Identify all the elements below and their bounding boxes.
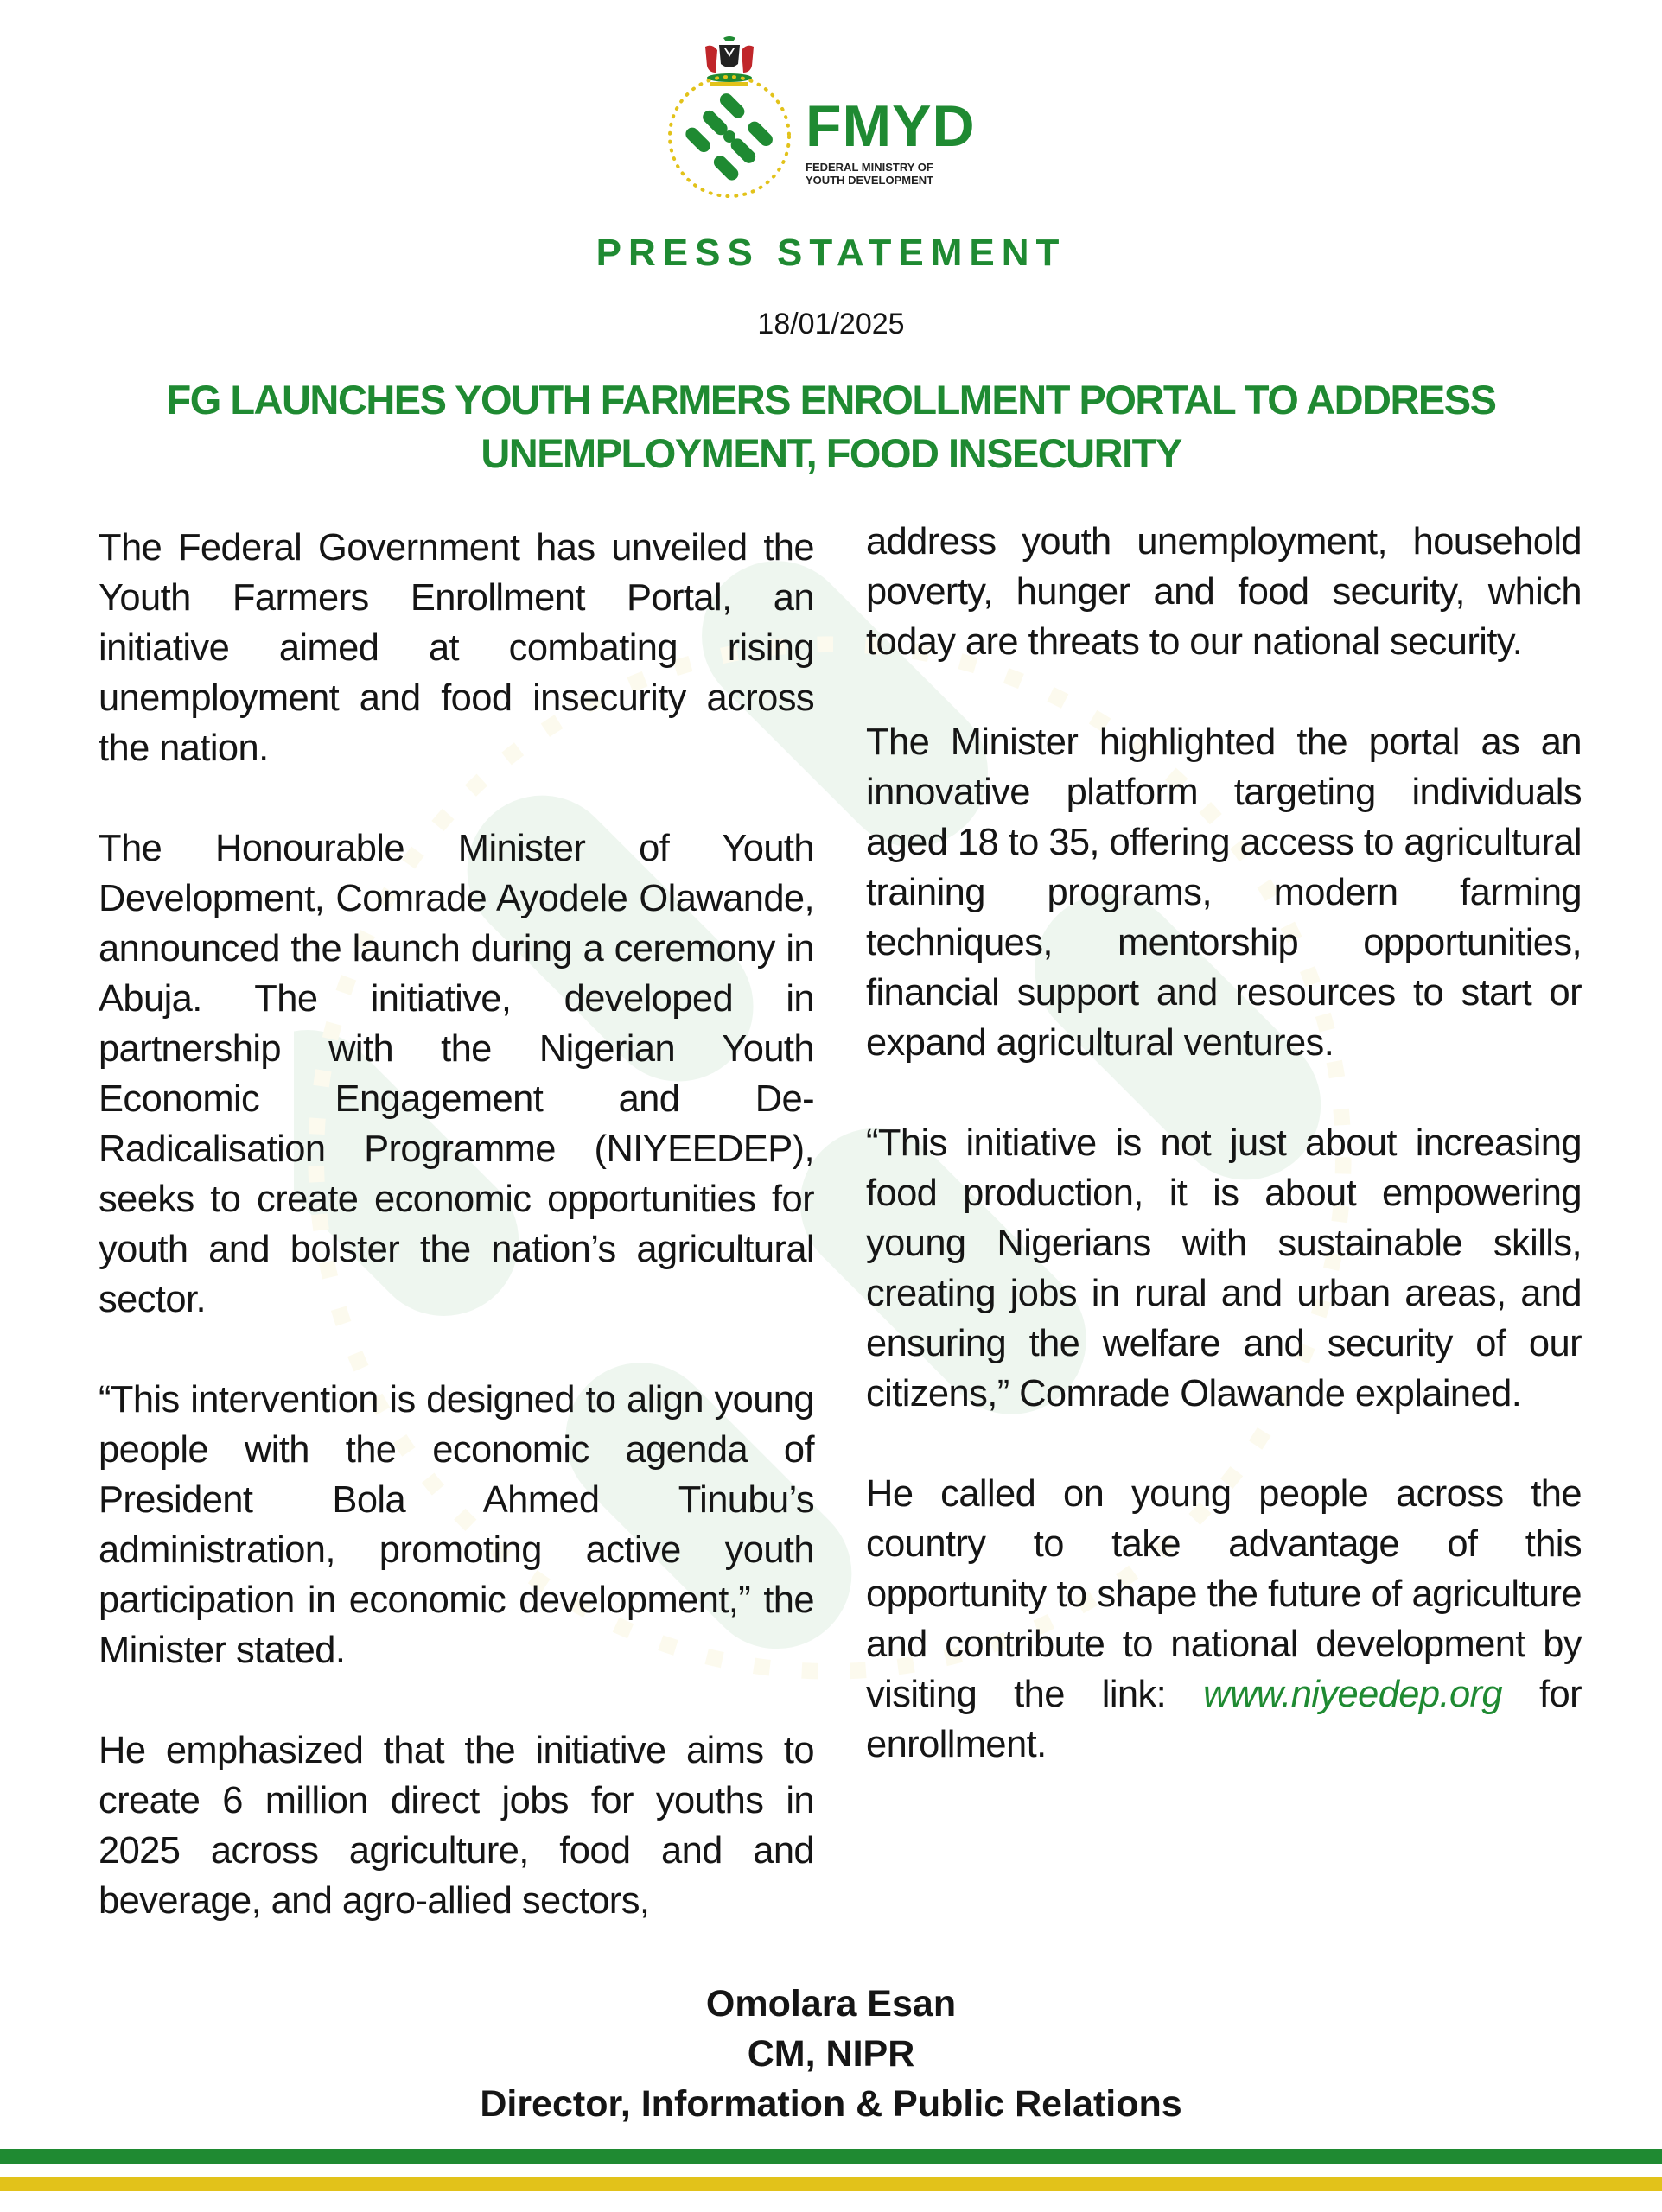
- paragraph: He emphasized that the initiative aims to create 6 million direct jobs for youths in 2025 across agriculture, food and and beverage, and agro-allied sectors,: [99, 1730, 814, 1922]
- body-column-left: [99, 523, 814, 1976]
- headline-line-2: UNEMPLOYMENT, FOOD INSECURITY: [481, 430, 1181, 476]
- paragraph: The Honourable Minister of Youth Development, Comrade Ayodele Olawande, announced the launch during a ceremony in Abuja. The initiative, developed in partnership with the Nigerian Youth Economic Engagement and De-Radicalisation Programme (NIYEEDEP), seeks to create economic opportunities for youth and bolster the nation’s agricultural sector.: [99, 828, 814, 1320]
- signatory-name: Omolara Esan: [705, 1983, 957, 2024]
- closing-suffix: for enrollment.: [866, 1674, 1582, 1765]
- brand-full-name: FEDERAL MINISTRY OF YOUTH DEVELOPMENT: [806, 161, 934, 187]
- headline: [138, 373, 1524, 480]
- paragraph: “This intervention is designed to align young people with the economic agenda of President Bola Ahmed Tinubu’s administration, promoting active youth participation in economic development,” the Minister stated.: [99, 1379, 814, 1671]
- signature-block: [0, 1979, 1662, 2129]
- signatory-credential: CM, NIPR: [747, 2033, 915, 2075]
- brand-block: [806, 93, 976, 187]
- ministry-seal-icon: [665, 73, 793, 200]
- footer-stripe-green: [0, 2149, 1662, 2164]
- closing-text: He called on young people across the country to take advantage of this opportunity to shape the future of agriculture and contribute to national development by visiting the link:: [866, 1473, 1582, 1715]
- document-kicker: PRESS STATEMENT: [595, 232, 1067, 274]
- footer-stripe-yellow: [0, 2177, 1662, 2191]
- paragraph: “This initiative is not just about increasing food production, it is about empowering young Nigerians with sustainable skills, creating jobs in rural and urban areas, and ensuring the welfare and security of our citizens,” Comrade Olawande explained.: [866, 1122, 1582, 1414]
- headline-line-1: FG LAUNCHES YOUTH FARMERS ENROLLMENT PORTAL TO ADDRESS: [166, 377, 1496, 423]
- brand-abbreviation: FMYD: [806, 93, 976, 159]
- closing-paragraph: [866, 1469, 1582, 1770]
- document-date: 18/01/2025: [757, 308, 905, 340]
- letterhead: [0, 35, 1662, 199]
- signatory-title: Director, Information & Public Relations: [480, 2083, 1182, 2125]
- enrollment-link[interactable]: www.niyeedep.org: [1203, 1674, 1503, 1715]
- paragraph: The Federal Government has unveiled the Youth Farmers Enrollment Portal, an initiative aimed at combating rising unemployment and food insecurity across the nation.: [99, 527, 814, 769]
- paragraph: The Minister highlighted the portal as an innovative platform targeting individuals aged 18 to 35, offering access to agricultural training programs, modern farming techniques, mentorship opportunities, financial support and resources to start or expand agricultural ventures.: [866, 721, 1582, 1064]
- body-column-right: [866, 517, 1582, 1820]
- paragraph: address youth unemployment, household poverty, hunger and food security, which today are threats to our national security.: [866, 521, 1582, 663]
